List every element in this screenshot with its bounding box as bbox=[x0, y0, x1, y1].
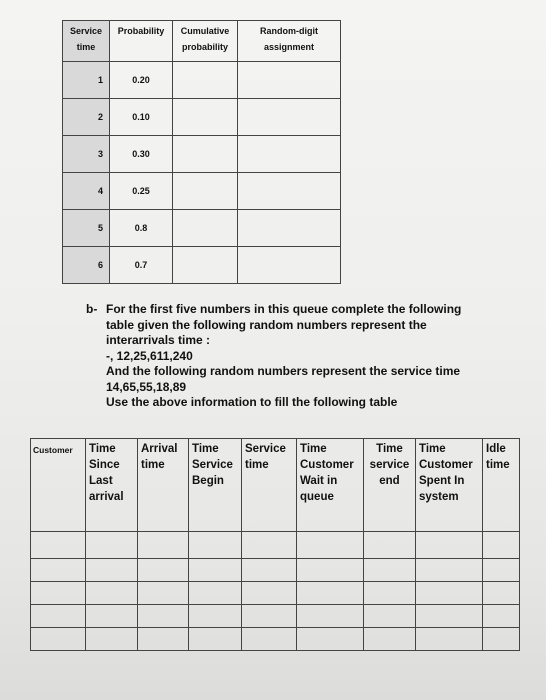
cell bbox=[364, 582, 416, 605]
cell bbox=[483, 605, 520, 628]
cell bbox=[416, 605, 483, 628]
cumulative-probability-cell bbox=[173, 62, 238, 99]
cell bbox=[31, 532, 86, 559]
probability-cell: 0.10 bbox=[110, 99, 173, 136]
cell bbox=[242, 628, 297, 651]
cell bbox=[86, 628, 138, 651]
cell bbox=[189, 628, 242, 651]
question-body bbox=[106, 302, 506, 411]
table-row bbox=[63, 247, 341, 284]
table-row bbox=[63, 136, 341, 173]
table-row bbox=[63, 210, 341, 247]
table-row bbox=[63, 99, 341, 136]
cell bbox=[242, 605, 297, 628]
cell bbox=[242, 532, 297, 559]
cell bbox=[416, 628, 483, 651]
cell bbox=[297, 628, 364, 651]
cell bbox=[364, 559, 416, 582]
cell bbox=[31, 582, 86, 605]
cell bbox=[138, 559, 189, 582]
cell bbox=[416, 532, 483, 559]
question-instruction: Use the above information to fill the following table bbox=[106, 395, 398, 409]
question-label: b- bbox=[86, 302, 98, 316]
header-time-service-begin: Time Service Begin bbox=[189, 439, 242, 532]
cell bbox=[31, 605, 86, 628]
cell bbox=[189, 605, 242, 628]
table-row bbox=[31, 582, 520, 605]
simulation-table bbox=[30, 438, 520, 651]
header-time-since-last-arrival: Time Since Last arrival bbox=[86, 439, 138, 532]
header-arrival-time: Arrival time bbox=[138, 439, 189, 532]
table1-header-row bbox=[63, 21, 341, 62]
cell bbox=[242, 559, 297, 582]
table-row bbox=[31, 628, 520, 651]
cumulative-probability-cell bbox=[173, 136, 238, 173]
cell bbox=[31, 628, 86, 651]
cell bbox=[242, 582, 297, 605]
table-row bbox=[31, 605, 520, 628]
service-time-cell: 6 bbox=[63, 247, 110, 284]
cell bbox=[189, 582, 242, 605]
random-digit-cell bbox=[238, 210, 341, 247]
table-row bbox=[63, 173, 341, 210]
cumulative-probability-cell bbox=[173, 247, 238, 284]
cell bbox=[31, 559, 86, 582]
cumulative-probability-cell bbox=[173, 173, 238, 210]
service-time-cell: 3 bbox=[63, 136, 110, 173]
cell bbox=[483, 582, 520, 605]
cell bbox=[297, 605, 364, 628]
random-digit-cell bbox=[238, 173, 341, 210]
cell bbox=[364, 628, 416, 651]
cell bbox=[483, 532, 520, 559]
header-random-digit-assignment: Random-digit assignment bbox=[238, 21, 341, 62]
table2-header-row bbox=[31, 439, 520, 532]
random-digit-cell bbox=[238, 247, 341, 284]
probability-cell: 0.7 bbox=[110, 247, 173, 284]
random-digit-cell bbox=[238, 136, 341, 173]
question-line: interarrivals time : bbox=[106, 333, 211, 347]
question-line: For the first five numbers in this queue complete the following bbox=[106, 302, 462, 316]
table-row bbox=[31, 532, 520, 559]
random-digit-cell bbox=[238, 62, 341, 99]
probability-cell: 0.30 bbox=[110, 136, 173, 173]
cell bbox=[138, 628, 189, 651]
header-probability: Probability bbox=[110, 21, 173, 62]
table-row bbox=[31, 559, 520, 582]
probability-cell: 0.25 bbox=[110, 173, 173, 210]
cell bbox=[138, 582, 189, 605]
question-b bbox=[86, 302, 506, 411]
service-random-numbers: 14,65,55,18,89 bbox=[106, 379, 187, 394]
cell bbox=[483, 628, 520, 651]
cell bbox=[86, 605, 138, 628]
random-digit-cell bbox=[238, 99, 341, 136]
header-time-service-end: Time service end bbox=[364, 439, 416, 532]
cell bbox=[483, 559, 520, 582]
service-time-cell: 1 bbox=[63, 62, 110, 99]
cell bbox=[297, 582, 364, 605]
cumulative-probability-cell bbox=[173, 99, 238, 136]
header-time-customer-wait: Time Customer Wait in queue bbox=[297, 439, 364, 532]
cell bbox=[86, 559, 138, 582]
cell bbox=[138, 532, 189, 559]
header-idle-time: Idle time bbox=[483, 439, 520, 532]
probability-cell: 0.20 bbox=[110, 62, 173, 99]
cell bbox=[138, 605, 189, 628]
service-time-distribution-table bbox=[62, 20, 341, 284]
header-customer: Customer bbox=[31, 439, 86, 532]
service-time-cell: 5 bbox=[63, 210, 110, 247]
cell bbox=[86, 582, 138, 605]
cumulative-probability-cell bbox=[173, 210, 238, 247]
cell bbox=[189, 532, 242, 559]
cell bbox=[189, 559, 242, 582]
cell bbox=[297, 532, 364, 559]
interarrival-random-numbers: -, 12,25,611,240 bbox=[106, 348, 193, 363]
table-row bbox=[63, 62, 341, 99]
probability-cell: 0.8 bbox=[110, 210, 173, 247]
cell bbox=[416, 582, 483, 605]
question-line: And the following random numbers represent the service time bbox=[106, 364, 461, 378]
cell bbox=[416, 559, 483, 582]
header-time-customer-spent: Time Customer Spent In system bbox=[416, 439, 483, 532]
header-service-time: Service time bbox=[63, 21, 110, 62]
cell bbox=[297, 559, 364, 582]
header-service-time: Service time bbox=[242, 439, 297, 532]
cell bbox=[86, 532, 138, 559]
service-time-cell: 2 bbox=[63, 99, 110, 136]
cell bbox=[364, 605, 416, 628]
service-time-cell: 4 bbox=[63, 173, 110, 210]
question-line: table given the following random numbers represent the bbox=[106, 317, 427, 332]
cell bbox=[364, 532, 416, 559]
header-cumulative-probability: Cumulative probability bbox=[173, 21, 238, 62]
